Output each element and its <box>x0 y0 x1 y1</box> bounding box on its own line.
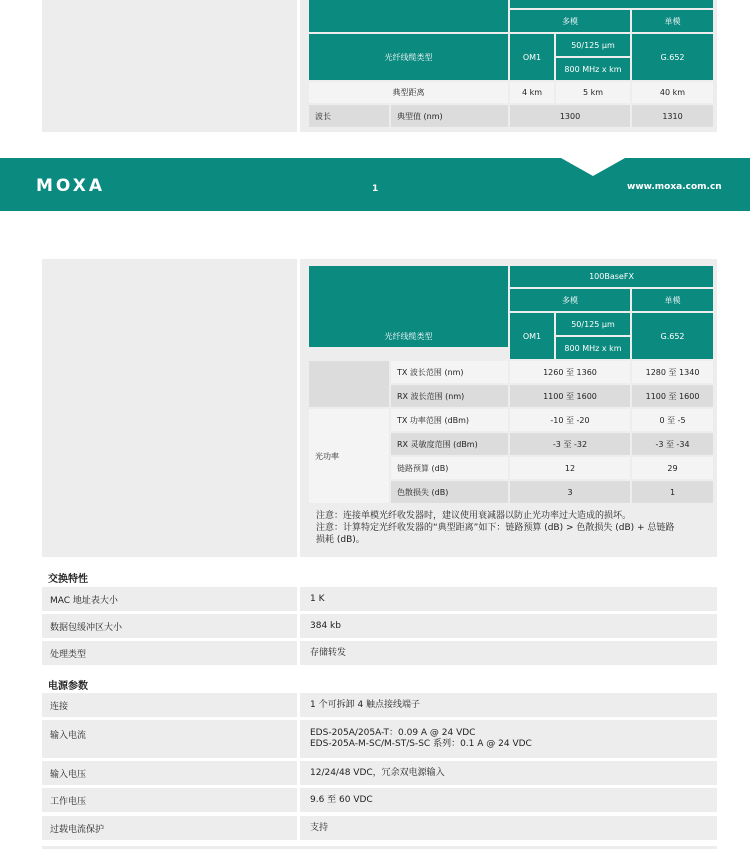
top-om1: OM1 <box>510 34 554 80</box>
optical-power-label: 光功率 <box>309 409 389 503</box>
spec-row <box>42 788 717 812</box>
fx-title: 100BaseFX <box>510 266 713 287</box>
spec-row <box>42 614 717 638</box>
spec-value: 1 个可拆卸 4 触点接线端子 <box>300 693 717 717</box>
moxa-logo: MOXA <box>36 176 106 196</box>
page-number: 1 <box>372 184 379 194</box>
spec-label: 连接 <box>42 693 297 717</box>
spec-label: 过载电流保护 <box>42 816 297 840</box>
fx-left-panel <box>42 259 297 557</box>
fx-mm-spec-2: 800 MHz x km <box>556 337 630 359</box>
top-mm-spec-1: 50/125 μm <box>556 34 630 56</box>
spec-row <box>42 761 717 785</box>
typical-distance-label: 典型距离 <box>309 82 508 103</box>
spec-label: 输入电压 <box>42 761 297 785</box>
fx-row-mm: -10 至 -20 <box>510 409 630 431</box>
top-fiber-table <box>307 0 715 129</box>
fx-g652: G.652 <box>632 313 713 359</box>
spec-label: MAC 地址表大小 <box>42 587 297 611</box>
fx-row-mm: 1260 至 1360 <box>510 361 630 383</box>
spec-value: 9.6 至 60 VDC <box>300 788 717 812</box>
typical-value-label: 典型值 (nm) <box>391 105 508 127</box>
spec-value: 支持 <box>300 816 717 840</box>
fx-row-mm: 3 <box>510 481 630 503</box>
spec-label: 数据包缓冲区大小 <box>42 614 297 638</box>
spec-row <box>42 641 717 665</box>
top-multimode-header: 多模 <box>510 10 630 32</box>
power-heading: 电源参数 <box>48 681 88 692</box>
top-singlemode-header: 单模 <box>632 10 713 32</box>
fx-row-sm: 1280 至 1340 <box>632 361 713 383</box>
fx-row-sm: -3 至 -34 <box>632 433 713 455</box>
fx-row-label: RX 灵敏度范围 (dBm) <box>391 433 508 455</box>
top-header-blank <box>309 0 508 32</box>
wavelength-mm: 1300 <box>510 105 630 127</box>
fx-wavelength-group <box>309 361 389 407</box>
fx-mm-spec-1: 50/125 μm <box>556 313 630 335</box>
top-g652: G.652 <box>632 34 713 80</box>
input-current-line: EDS-205A/205A-T：0.09 A @ 24 VDC <box>310 728 476 738</box>
note-line: 注意：连接单模光纤收发器时，建议使用衰减器以防止光功率过大造成的损坏。 <box>316 511 632 521</box>
fx-row-sm: 1 <box>632 481 713 503</box>
distance-om1: 4 km <box>510 82 554 103</box>
wavelength-label: 波长 <box>309 105 389 127</box>
fx-om1: OM1 <box>510 313 554 359</box>
spec-value: 12/24/48 VDC，冗余双电源输入 <box>300 761 717 785</box>
top-header-cut <box>510 0 713 8</box>
fx-multimode-header: 多模 <box>510 289 630 311</box>
website-url[interactable]: www.moxa.com.cn <box>627 182 722 192</box>
fx-row-mm: 1100 至 1600 <box>510 385 630 407</box>
fx-row-mm: 12 <box>510 457 630 479</box>
spec-row <box>42 587 717 611</box>
fx-row-label: TX 波长范围 (nm) <box>391 361 508 383</box>
top-left-panel <box>42 0 297 132</box>
fx-row-label: 链路预算 (dB) <box>391 457 508 479</box>
spec-label: 输入电流 <box>42 720 297 758</box>
wavelength-sm: 1310 <box>632 105 713 127</box>
fx-fiber-table <box>307 264 715 505</box>
fx-row-label: 色散损失 (dB) <box>391 481 508 503</box>
fx-row-sm: 0 至 -5 <box>632 409 713 431</box>
banner-notch <box>561 158 625 176</box>
spec-row <box>42 816 717 840</box>
distance-sm: 40 km <box>632 82 713 103</box>
spec-row <box>42 720 717 758</box>
distance-mm: 5 km <box>556 82 630 103</box>
note-line: 注意：计算特定光纤收发器的“典型距离”如下：链路预算 (dB) > 色散损失 (dB) + 总链路 <box>316 523 675 533</box>
fx-row-label: TX 功率范围 (dBm) <box>391 409 508 431</box>
note-line: 损耗 (dB)。 <box>316 535 365 545</box>
input-current-line: EDS-205A-M-SC/M-ST/S-SC 系列：0.1 A @ 24 VDC <box>310 739 532 749</box>
fx-row-sm: 1100 至 1600 <box>632 385 713 407</box>
fx-fiber-type-label: 光纤线缆类型 <box>309 325 508 347</box>
fx-row-sm: 29 <box>632 457 713 479</box>
spec-value: 存储转发 <box>300 641 717 665</box>
fx-row-label: RX 波长范围 (nm) <box>391 385 508 407</box>
fx-row-mm: -3 至 -32 <box>510 433 630 455</box>
top-fiber-type-label: 光纤线缆类型 <box>309 34 508 80</box>
fx-singlemode-header: 单模 <box>632 289 713 311</box>
fx-notes <box>316 510 716 546</box>
spec-value <box>300 720 717 758</box>
spec-label: 处理类型 <box>42 641 297 665</box>
spec-value: 384 kb <box>300 614 717 638</box>
spec-value: 1 K <box>300 587 717 611</box>
spec-label: 工作电压 <box>42 788 297 812</box>
top-mm-spec-2: 800 MHz x km <box>556 58 630 80</box>
switching-heading: 交换特性 <box>48 574 88 585</box>
spec-row <box>42 693 717 717</box>
